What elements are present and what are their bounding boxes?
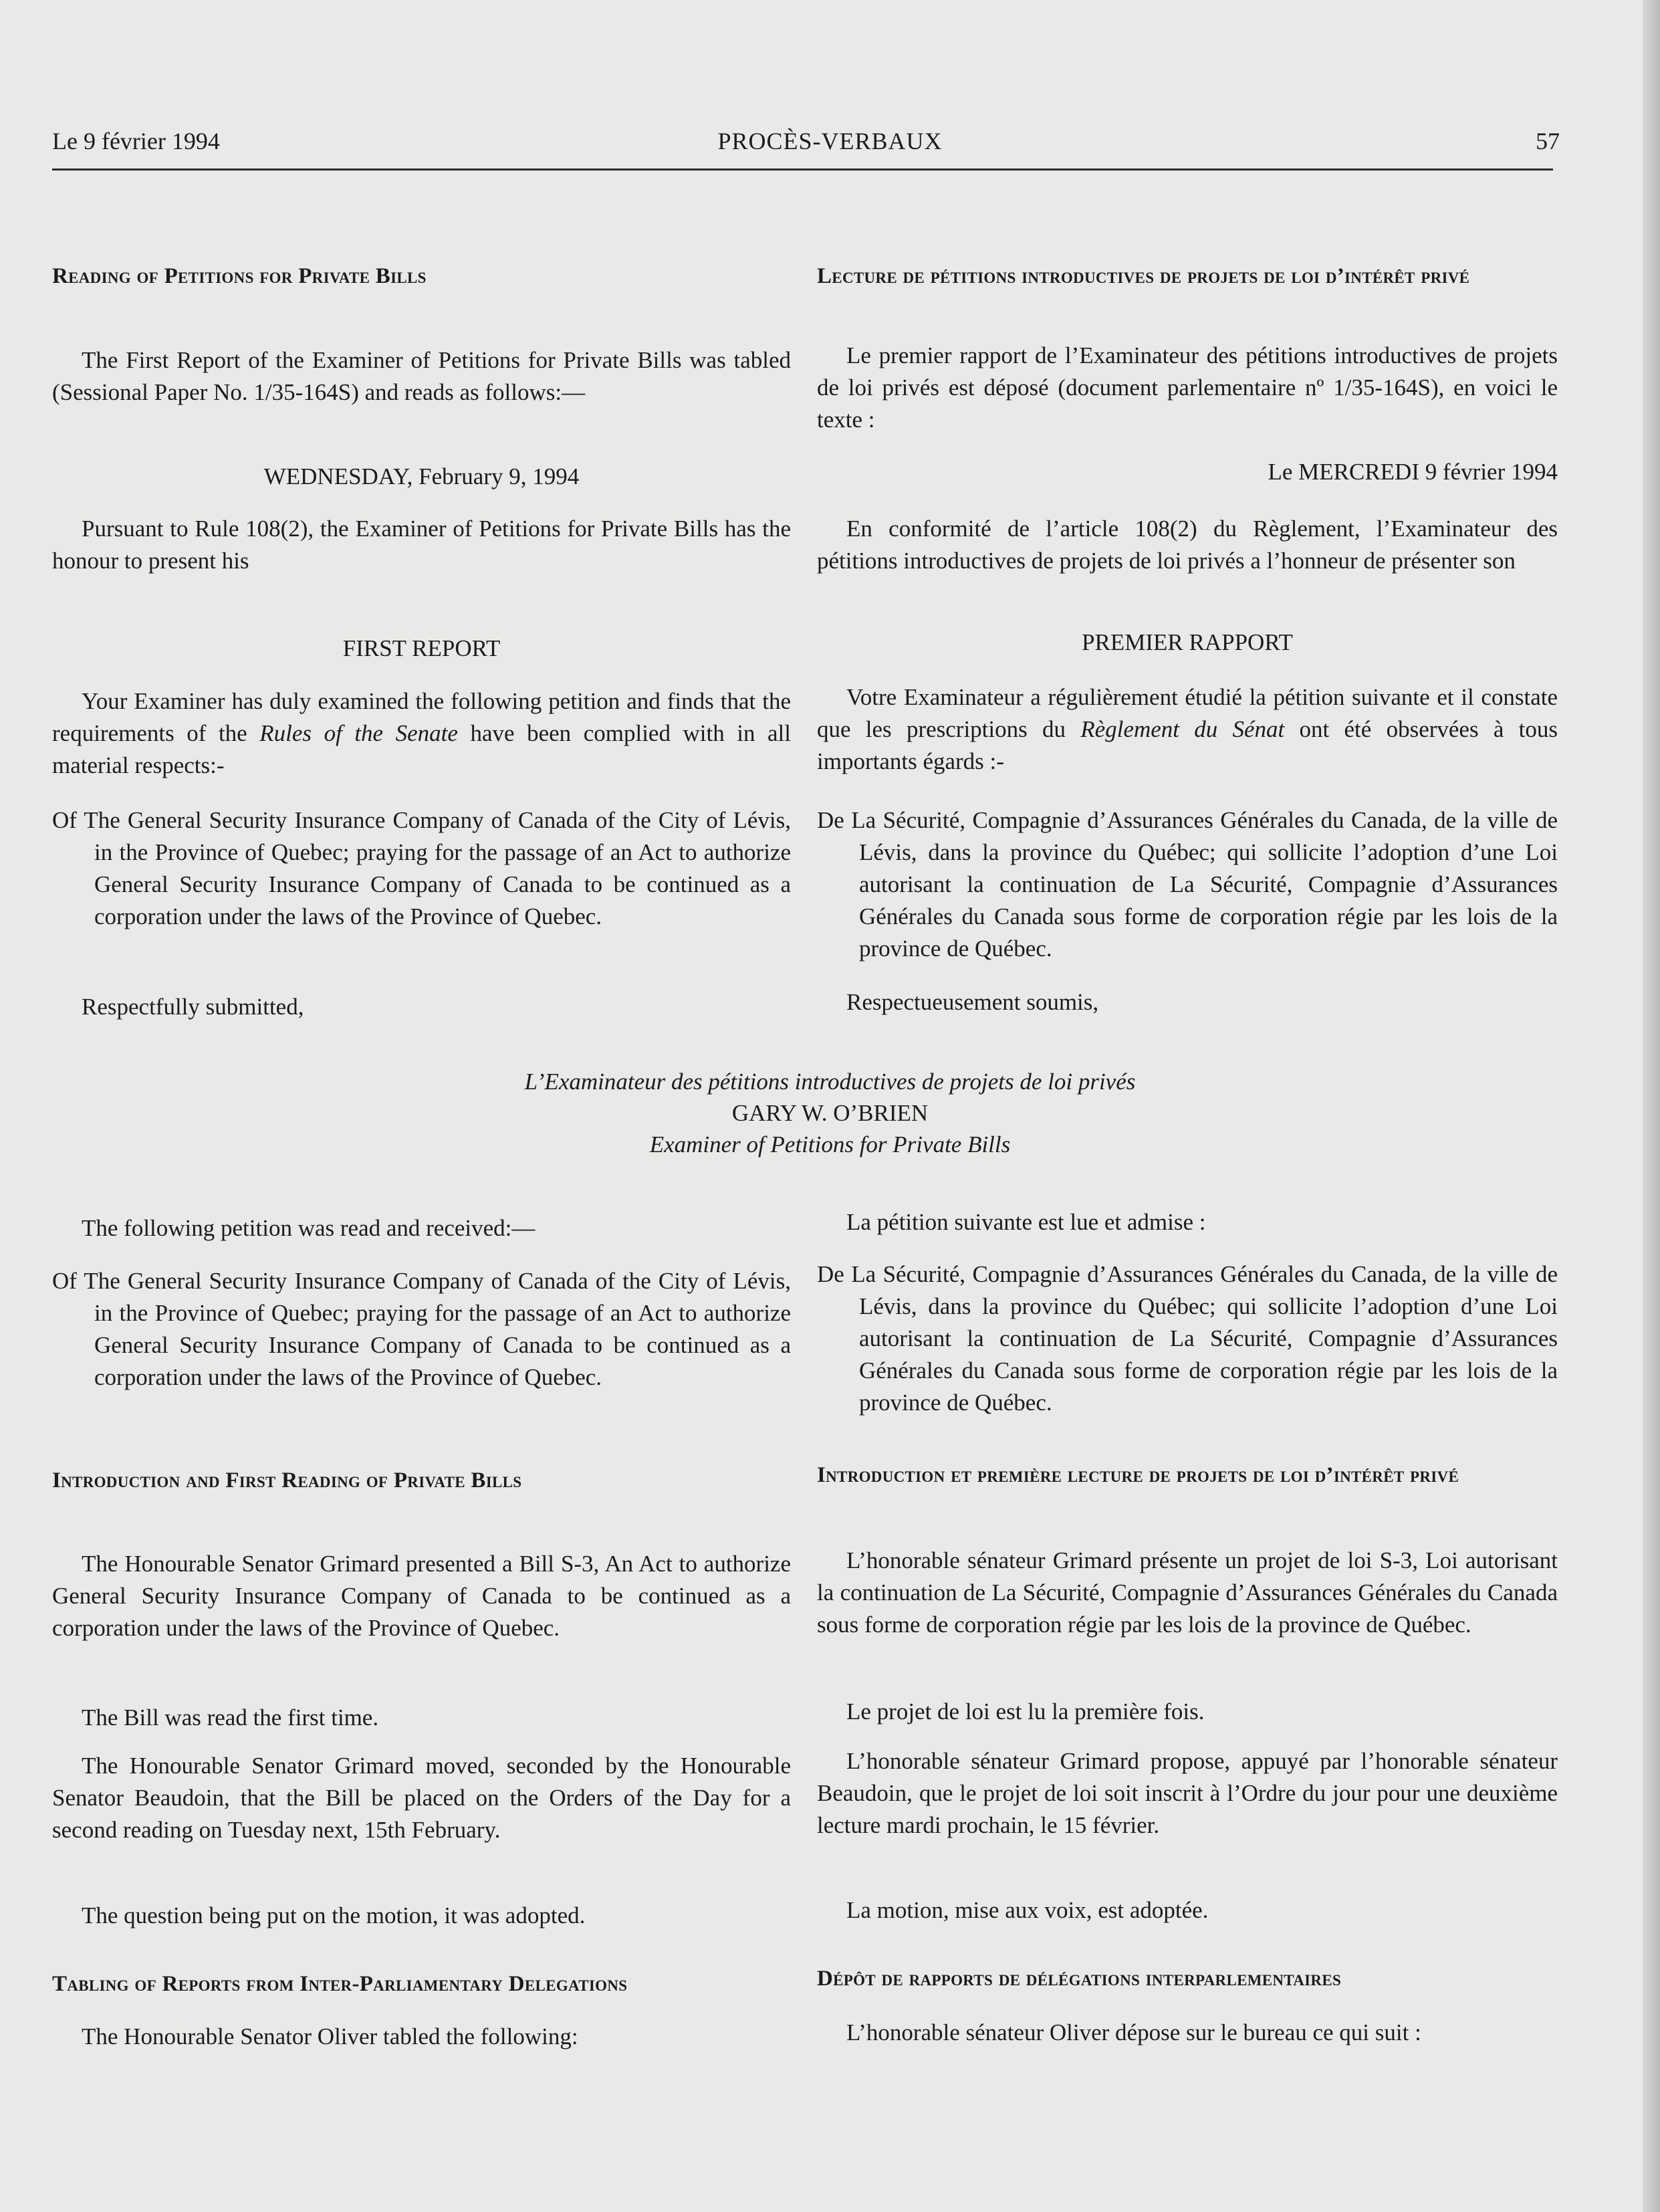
page-number: 57 xyxy=(1536,128,1560,154)
paragraph: Le projet de loi est lu la première fois. xyxy=(846,1698,1205,1725)
section-heading: Introduction et première lecture de projets de loi d’intérêt privé xyxy=(817,1463,1459,1487)
paragraph: L’honorable sénateur Grimard présente un projet de loi S-3, Loi autorisant la continuation de La Sécurité, Compagnie d’Assurances Générales du Canada sous forme de corporation régie par les lois de la province de Québec. xyxy=(817,1547,1558,1638)
paragraph: The Honourable Senator Grimard moved, seconded by the Honourable Senator Beaudoin, that the Bill be placed on the Orders of the Day for a second reading on Tuesday next, 15th February. xyxy=(52,1753,791,1843)
paragraph: Le premier rapport de l’Examinateur des pétitions introductives de projets de loi privés est déposé (document parlementaire nº 1/35-164S), en voici le texte : xyxy=(817,342,1558,433)
paragraph: L’honorable sénateur Grimard propose, appuyé par l’honorable sénateur Beaudoin, que le projet de loi soit inscrit à l’Ordre du jour pour une deuxième lecture mardi prochain, le 15 février. xyxy=(817,1748,1558,1838)
paragraph xyxy=(817,681,1558,778)
petition: De La Sécurité, Compagnie d’Assurances Générales du Canada, de la ville de Lévis, dans la province du Québec; qui sollicite l’adoption d’une Loi autorisant la continuation de La Sécurité, Compagnie d’Assurances Générales du Canada sous forme de corporation régie par les lois de la province de Québec. xyxy=(817,807,1558,962)
report-title: PREMIER RAPPORT xyxy=(1082,629,1293,655)
paragraph-text: ont été observées à tous importants égards :- xyxy=(817,716,1558,774)
section-heading: Introduction and First Reading of Private Bills xyxy=(52,1468,522,1492)
paragraph: La pétition suivante est lue et admise : xyxy=(846,1209,1206,1235)
paragraph xyxy=(52,685,791,782)
paragraph: The question being put on the motion, it was adopted. xyxy=(82,1902,586,1928)
section-heading: Lecture de pétitions introductives de projets de loi d’intérêt privé xyxy=(817,264,1470,288)
paragraph-text: have been complied with in all material respects:- xyxy=(52,720,792,778)
report-title: FIRST REPORT xyxy=(342,635,501,661)
signature-english-title xyxy=(0,1129,1660,1161)
signature-french-title xyxy=(0,1066,1660,1098)
paragraph: The Honourable Senator Oliver tabled the following: xyxy=(82,2023,578,2050)
paragraph: Pursuant to Rule 108(2), the Examiner of Petitions for Private Bills has the honour to present his xyxy=(52,516,791,574)
header-date: Le 9 février 1994 xyxy=(52,128,220,154)
petition: Of The General Security Insurance Company of Canada of the City of Lévis, in the Province of Quebec; praying for the passage of an Act to authorize General Security Insurance Company of Canada to be continued as a corporation under the laws of the Province of Quebec. xyxy=(52,1268,791,1390)
section-heading: Reading of Petitions for Private Bills xyxy=(52,264,427,288)
section-heading: Dépôt de rapports de délégations interparlementaires xyxy=(817,1967,1342,1991)
rules-title: Rules of the Senate xyxy=(259,720,458,746)
signature-english-title-text: Examiner of Petitions for Private Bills xyxy=(649,1131,1011,1157)
closing: Respectfully submitted, xyxy=(82,994,304,1020)
report-date: WEDNESDAY, February 9, 1994 xyxy=(263,463,580,489)
paragraph: The Bill was read the first time. xyxy=(82,1704,379,1731)
header-rule xyxy=(52,169,1553,171)
petition: De La Sécurité, Compagnie d’Assurances Générales du Canada, de la ville de Lévis, dans la province du Québec; qui sollicite l’adoption d’une Loi autorisant la continuation de La Sécurité, Compagnie d’Assurances Générales du Canada sous forme de corporation régie par les lois de la province de Québec. xyxy=(817,1261,1558,1416)
petition: Of The General Security Insurance Company of Canada of the City of Lévis, in the Province of Quebec; praying for the passage of an Act to authorize General Security Insurance Company of Canada to be continued as a corporation under the laws of the Province of Quebec. xyxy=(52,807,791,929)
paragraph: The following petition was read and received:— xyxy=(82,1215,536,1241)
report-date: Le MERCREDI 9 février 1994 xyxy=(1268,459,1558,485)
paragraph-text: Your Examiner has duly examined the following petition and finds that the requirements of the xyxy=(52,688,791,746)
paragraph-text: Votre Examinateur a régulièrement étudié la pétition suivante et il constate que les prescriptions du xyxy=(817,684,1558,742)
signature-french-title-text: L’Examinateur des pétitions introductives de projets de loi privés xyxy=(524,1069,1136,1095)
paragraph: The First Report of the Examiner of Petitions for Private Bills was tabled (Sessional Paper No. 1/35-164S) and reads as follows:— xyxy=(52,347,791,405)
section-heading: Tabling of Reports from Inter-Parliamentary Delegations xyxy=(52,1972,628,1996)
closing: Respectueusement soumis, xyxy=(846,989,1099,1015)
paragraph: L’honorable sénateur Oliver dépose sur le bureau ce qui suit : xyxy=(846,2019,1421,2045)
paragraph: En conformité de l’article 108(2) du Règlement, l’Examinateur des pétitions introductives de projets de loi privés a l’honneur de présenter son xyxy=(817,516,1558,574)
rules-title: Règlement du Sénat xyxy=(1080,716,1285,742)
paragraph: The Honourable Senator Grimard presented a Bill S-3, An Act to authorize General Security Insurance Company of Canada to be continued as a corporation under the laws of the Province of Quebec. xyxy=(52,1551,791,1641)
signature-name: GARY W. O’BRIEN xyxy=(731,1100,929,1126)
paragraph: La motion, mise aux voix, est adoptée. xyxy=(846,1897,1209,1923)
header-title: PROCÈS-VERBAUX xyxy=(717,128,943,154)
